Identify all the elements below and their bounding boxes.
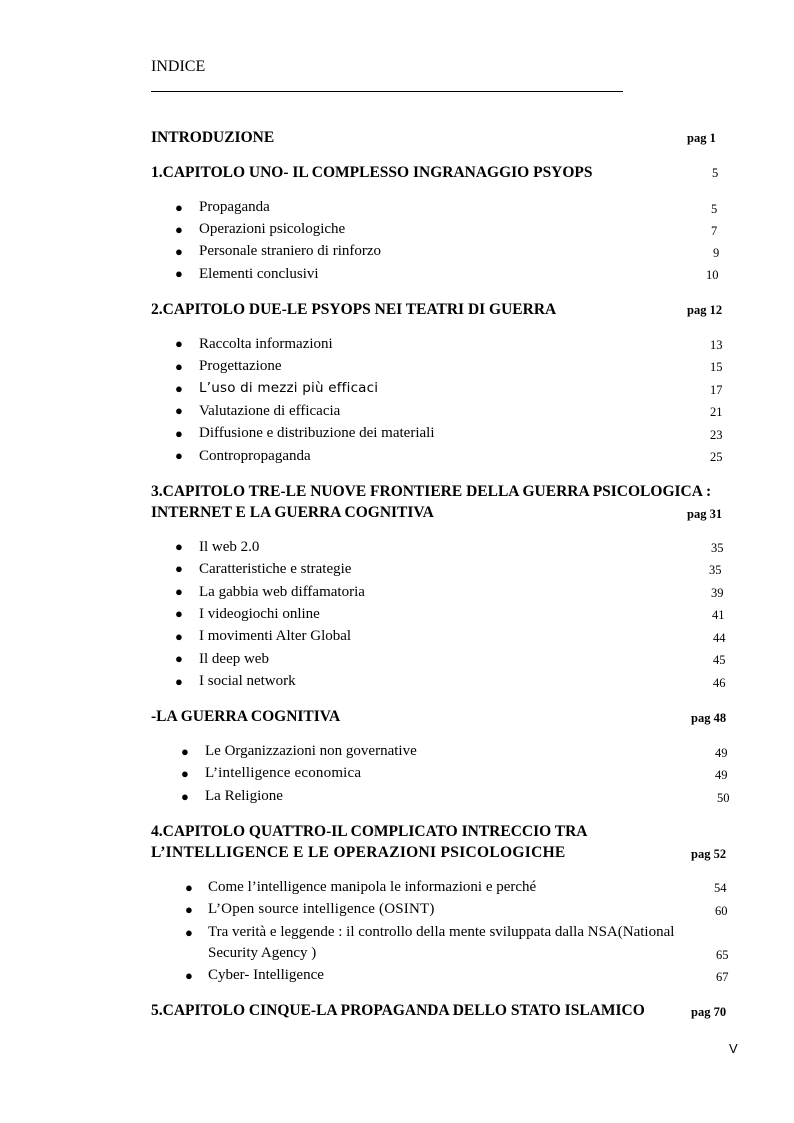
toc-heading-ch5: 5.CAPITOLO CINQUE-LA PROPAGANDA DELLO STATO ISLAMICO xyxy=(151,1002,645,1019)
toc-item-page: 49 xyxy=(715,768,728,782)
bullet-icon: ● xyxy=(175,244,183,259)
bullet-icon: ● xyxy=(175,606,183,621)
bullet-icon: ● xyxy=(175,651,183,666)
page-folio: V xyxy=(729,1041,738,1056)
toc-item: Elementi conclusivi xyxy=(199,266,319,282)
toc-heading-ch1: 1.CAPITOLO UNO- IL COMPLESSO INGRANAGGIO PSYOPS xyxy=(151,164,593,181)
toc-item-page: 13 xyxy=(710,338,723,352)
toc-item-page: 44 xyxy=(713,631,726,645)
toc-item: I movimenti Alter Global xyxy=(199,628,352,644)
toc-item: Diffusione e distribuzione dei materiali xyxy=(199,425,435,441)
toc-heading-ch4-line2: L’INTELLIGENCE E LE OPERAZIONI PSICOLOGICHE xyxy=(151,844,566,861)
toc-item: L’Open source intelligence (OSINT) xyxy=(208,901,435,917)
toc-item-page: 54 xyxy=(714,881,727,895)
toc-item: Propaganda xyxy=(199,199,270,215)
toc-item-page: 41 xyxy=(712,608,725,622)
toc-item: Raccolta informazioni xyxy=(199,336,333,352)
bullet-icon: ● xyxy=(175,200,183,215)
bullet-icon: ● xyxy=(175,403,183,418)
bullet-icon: ● xyxy=(185,880,193,895)
bullet-icon: ● xyxy=(181,766,189,781)
bullet-icon: ● xyxy=(181,789,189,804)
toc-item: Le Organizzazioni non governative xyxy=(205,743,417,759)
toc-item: Caratteristiche e strategie xyxy=(199,561,352,577)
page-title: INDICE xyxy=(151,58,206,75)
toc-item: La Religione xyxy=(205,788,283,804)
toc-item-page: 23 xyxy=(710,428,723,442)
toc-item: Operazioni psicologiche xyxy=(199,221,346,237)
toc-page-intro: pag 1 xyxy=(687,131,716,145)
bullet-icon: ● xyxy=(175,426,183,441)
toc-item: L’uso di mezzi più efficaci xyxy=(199,380,379,396)
toc-page-ch5: pag 70 xyxy=(691,1005,727,1019)
toc-item: I social network xyxy=(199,673,296,689)
bullet-icon: ● xyxy=(181,744,189,759)
title-divider xyxy=(151,91,623,92)
bullet-icon: ● xyxy=(175,584,183,599)
toc-item: Valutazione di efficacia xyxy=(199,403,341,419)
toc-item: Progettazione xyxy=(199,358,282,374)
toc-item-page: 65 xyxy=(716,948,729,962)
toc-item: Il web 2.0 xyxy=(199,539,260,555)
toc-item-page: 45 xyxy=(713,653,726,667)
toc-item-page: 35 xyxy=(711,541,724,555)
bullet-icon: ● xyxy=(185,968,193,983)
toc-item: Personale straniero di rinforzo xyxy=(199,243,382,259)
bullet-icon: ● xyxy=(175,381,183,396)
bullet-icon: ● xyxy=(185,925,193,940)
bullet-icon: ● xyxy=(175,629,183,644)
toc-item-continued: Security Agency ) xyxy=(208,945,317,961)
toc-item-page: 39 xyxy=(711,586,724,600)
bullet-icon: ● xyxy=(175,222,183,237)
toc-item-page: 60 xyxy=(715,904,728,918)
bullet-icon: ● xyxy=(175,359,183,374)
toc-page-ch1: 5 xyxy=(712,166,719,180)
bullet-icon: ● xyxy=(175,539,183,554)
toc-item-page: 50 xyxy=(717,791,730,805)
toc-item-page: 7 xyxy=(711,224,718,238)
bullet-icon: ● xyxy=(175,448,183,463)
bullet-icon: ● xyxy=(175,561,183,576)
toc-item-page: 25 xyxy=(710,450,723,464)
toc-item: La gabbia web diffamatoria xyxy=(199,584,365,600)
toc-heading-ch3-line2: INTERNET E LA GUERRA COGNITIVA xyxy=(151,504,434,521)
toc-item-page: 10 xyxy=(706,268,719,282)
toc-item-page: 46 xyxy=(713,676,726,690)
toc-page-ch2: pag 12 xyxy=(687,303,723,317)
toc-item-page: 17 xyxy=(710,383,723,397)
toc-item: Tra verità e leggende : il controllo della mente sviluppata dalla NSA(National xyxy=(208,924,675,940)
toc-item-page: 67 xyxy=(716,970,729,984)
bullet-icon: ● xyxy=(185,902,193,917)
toc-heading-cognitive: -LA GUERRA COGNITIVA xyxy=(151,708,341,725)
toc-item-page: 9 xyxy=(713,246,720,260)
toc-heading-ch4-line1: 4.CAPITOLO QUATTRO-IL COMPLICATO INTRECCIO TRA xyxy=(151,823,588,840)
toc-heading-intro: INTRODUZIONE xyxy=(151,129,275,146)
bullet-icon: ● xyxy=(175,266,183,281)
toc-item: L’intelligence economica xyxy=(205,765,362,781)
toc-item-page: 5 xyxy=(711,202,718,216)
toc-item-page: 35 xyxy=(709,563,722,577)
toc-page-cognitive: pag 48 xyxy=(691,711,727,725)
toc-item: Come l’intelligence manipola le informazioni e perché xyxy=(208,879,537,895)
toc-heading-ch2: 2.CAPITOLO DUE-LE PSYOPS NEI TEATRI DI GUERRA xyxy=(151,301,557,318)
toc-item-page: 21 xyxy=(710,405,723,419)
toc-item: Contropropaganda xyxy=(199,448,311,464)
toc-item-page: 15 xyxy=(710,360,723,374)
toc-item: Cyber- Intelligence xyxy=(208,967,324,983)
toc-item: I videogiochi online xyxy=(199,606,320,622)
toc-page-ch3: pag 31 xyxy=(687,507,723,521)
bullet-icon: ● xyxy=(175,336,183,351)
toc-item: Il deep web xyxy=(199,651,269,667)
toc-heading-ch3-line1: 3.CAPITOLO TRE-LE NUOVE FRONTIERE DELLA GUERRA PSICOLOGICA : xyxy=(151,483,712,500)
bullet-icon: ● xyxy=(175,674,183,689)
toc-item-page: 49 xyxy=(715,746,728,760)
toc-page-ch4: pag 52 xyxy=(691,847,727,861)
